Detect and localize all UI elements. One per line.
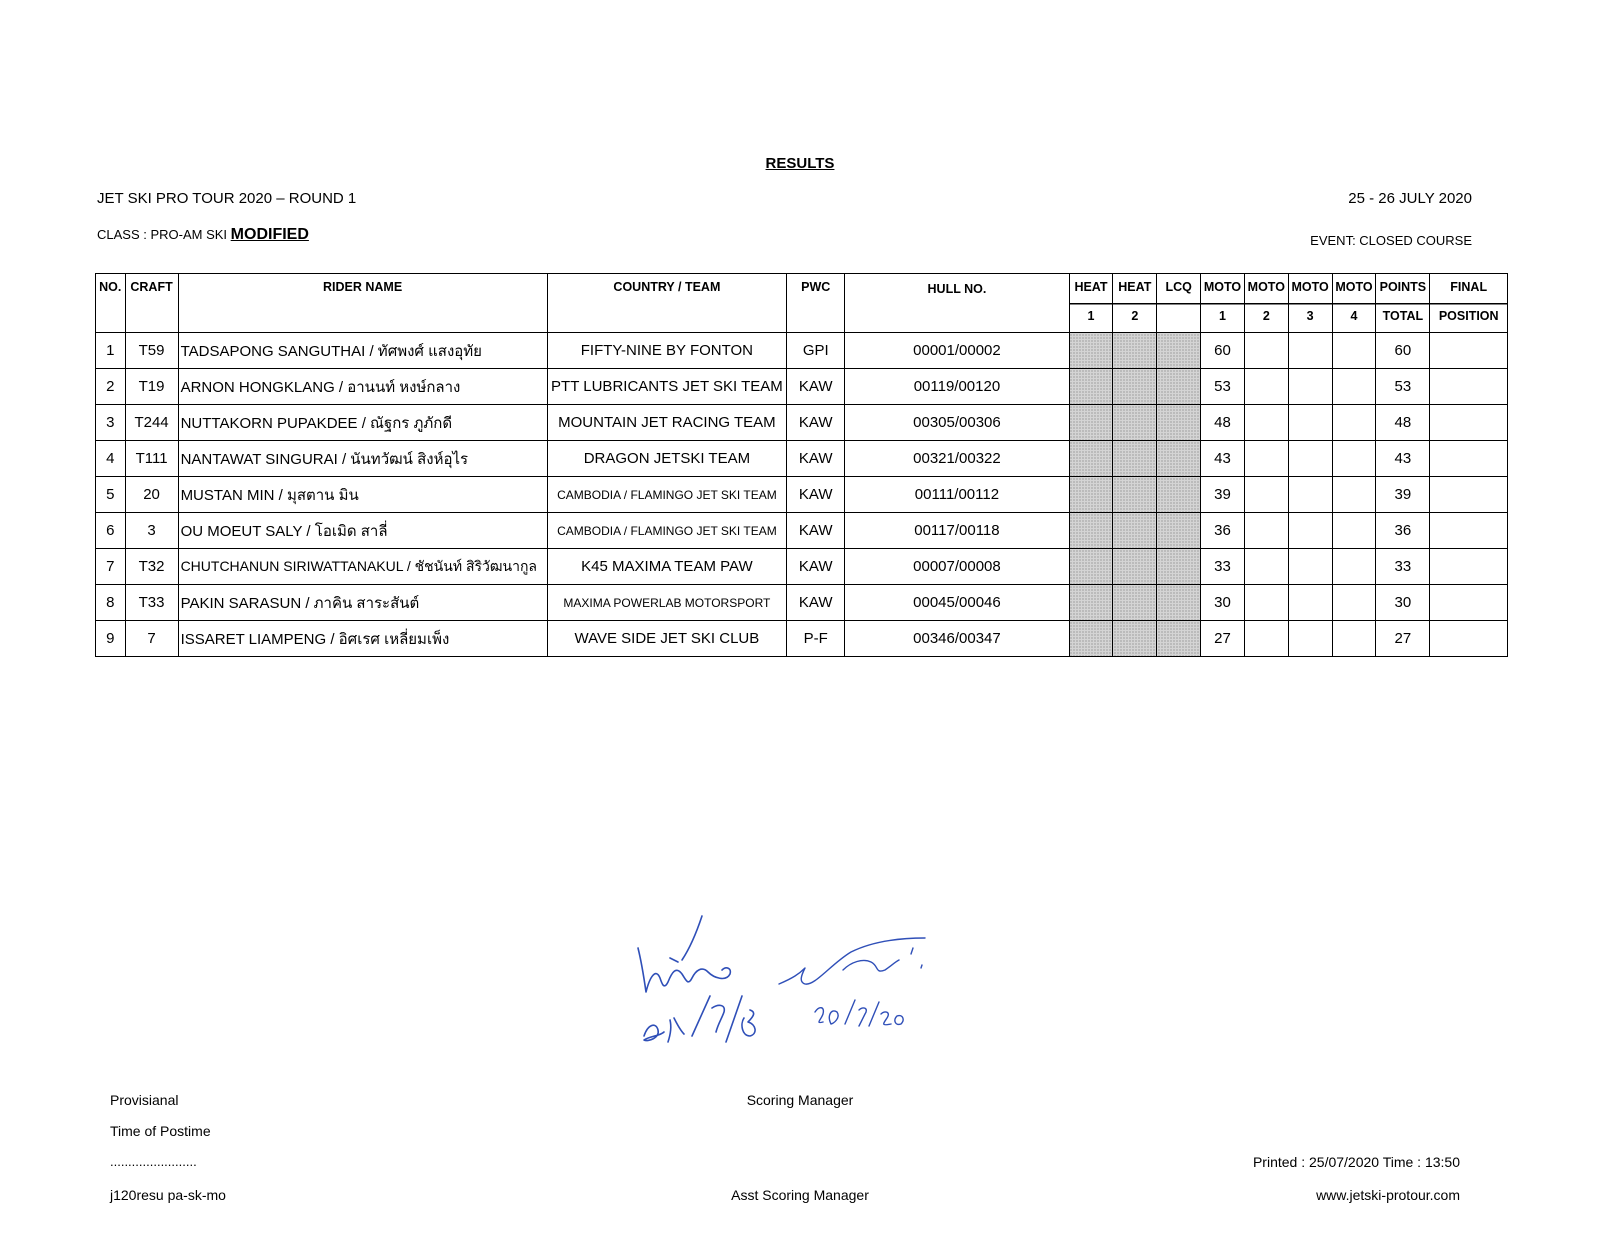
class-line <box>97 226 309 244</box>
cell-moto-2 <box>1244 549 1288 585</box>
cell-no: 6 <box>96 513 126 549</box>
event-name: JET SKI PRO TOUR 2020 – ROUND 1 <box>97 190 357 207</box>
cell-heat-1 <box>1069 405 1113 441</box>
cell-final-position <box>1430 585 1508 621</box>
cell-heat-2 <box>1113 513 1157 549</box>
cell-moto-1: 27 <box>1201 621 1245 657</box>
cell-moto-2 <box>1244 333 1288 369</box>
cell-moto-3 <box>1288 369 1332 405</box>
cell-moto-4 <box>1332 549 1376 585</box>
cell-moto-4 <box>1332 441 1376 477</box>
cell-points-total: 39 <box>1376 477 1430 513</box>
header-final-position: FINAL POSITION <box>1430 274 1508 333</box>
cell-moto-2 <box>1244 513 1288 549</box>
cell-final-position <box>1430 369 1508 405</box>
cell-team: WAVE SIDE JET SKI CLUB <box>547 621 787 657</box>
cell-hull: 00346/00347 <box>845 621 1069 657</box>
cell-hull: 00305/00306 <box>845 405 1069 441</box>
footer-dots: ........................ <box>110 1154 197 1169</box>
header-points-total: POINTS TOTAL <box>1376 274 1430 333</box>
cell-moto-1: 36 <box>1201 513 1245 549</box>
cell-moto-1: 53 <box>1201 369 1245 405</box>
cell-craft: 7 <box>125 621 178 657</box>
cell-lcq <box>1157 549 1201 585</box>
cell-craft: T33 <box>125 585 178 621</box>
table-row <box>96 441 1508 477</box>
cell-team: DRAGON JETSKI TEAM <box>547 441 787 477</box>
cell-lcq <box>1157 441 1201 477</box>
cell-final-position <box>1430 621 1508 657</box>
footer-printed: Printed : 25/07/2020 Time : 13:50 <box>1252 1154 1460 1170</box>
footer-scoring-manager: Scoring Manager <box>746 1092 854 1108</box>
page-title: RESULTS <box>765 155 835 172</box>
cell-no: 4 <box>96 441 126 477</box>
header-heat-2: HEAT 2 <box>1113 274 1157 333</box>
cell-pwc: KAW <box>787 441 845 477</box>
cell-heat-2 <box>1113 549 1157 585</box>
cell-pwc: P-F <box>787 621 845 657</box>
cell-rider: NUTTAKORN PUPAKDEE / ณัฐกร ภูภักดี <box>178 405 547 441</box>
class-modifier: MODIFIED <box>230 226 309 243</box>
cell-lcq <box>1157 513 1201 549</box>
cell-heat-1 <box>1069 369 1113 405</box>
cell-moto-3 <box>1288 513 1332 549</box>
cell-no: 8 <box>96 585 126 621</box>
cell-hull: 00045/00046 <box>845 585 1069 621</box>
cell-hull: 00007/00008 <box>845 549 1069 585</box>
cell-no: 2 <box>96 369 126 405</box>
table-row <box>96 369 1508 405</box>
cell-lcq <box>1157 621 1201 657</box>
table-row <box>96 477 1508 513</box>
cell-points-total: 27 <box>1376 621 1430 657</box>
cell-no: 5 <box>96 477 126 513</box>
cell-pwc: KAW <box>787 585 845 621</box>
cell-rider: ARNON HONGKLANG / อานนท์ หงษ์กลาง <box>178 369 547 405</box>
cell-heat-2 <box>1113 477 1157 513</box>
cell-pwc: KAW <box>787 405 845 441</box>
cell-heat-1 <box>1069 549 1113 585</box>
cell-craft: T19 <box>125 369 178 405</box>
cell-moto-2 <box>1244 477 1288 513</box>
footer-provisional: Provisianal <box>110 1092 179 1108</box>
cell-hull: 00111/00112 <box>845 477 1069 513</box>
cell-moto-1: 33 <box>1201 549 1245 585</box>
cell-rider: PAKIN SARASUN / ภาคิน สาระสันต์ <box>178 585 547 621</box>
cell-final-position <box>1430 549 1508 585</box>
cell-heat-1 <box>1069 477 1113 513</box>
cell-moto-1: 48 <box>1201 405 1245 441</box>
cell-moto-4 <box>1332 513 1376 549</box>
cell-craft: 3 <box>125 513 178 549</box>
header-moto-3: MOTO 3 <box>1288 274 1332 333</box>
cell-team: MAXIMA POWERLAB MOTORSPORT <box>547 585 787 621</box>
footer-url[interactable]: www.jetski-protour.com <box>1316 1187 1460 1203</box>
cell-moto-4 <box>1332 333 1376 369</box>
results-table <box>95 273 1508 657</box>
cell-no: 7 <box>96 549 126 585</box>
cell-team: CAMBODIA / FLAMINGO JET SKI TEAM <box>547 477 787 513</box>
header-moto-4: MOTO 4 <box>1332 274 1376 333</box>
cell-heat-1 <box>1069 621 1113 657</box>
event-type: EVENT: CLOSED COURSE <box>1310 233 1472 248</box>
cell-heat-2 <box>1113 369 1157 405</box>
cell-moto-3 <box>1288 585 1332 621</box>
footer-code: j120resu pa-sk-mo <box>110 1187 226 1203</box>
table-header-row <box>96 274 1508 333</box>
cell-final-position <box>1430 405 1508 441</box>
cell-points-total: 60 <box>1376 333 1430 369</box>
cell-moto-3 <box>1288 441 1332 477</box>
cell-no: 9 <box>96 621 126 657</box>
cell-points-total: 48 <box>1376 405 1430 441</box>
cell-points-total: 43 <box>1376 441 1430 477</box>
cell-heat-2 <box>1113 585 1157 621</box>
cell-craft: T32 <box>125 549 178 585</box>
cell-moto-3 <box>1288 549 1332 585</box>
signature-asst-scoring-manager <box>775 934 940 1039</box>
cell-pwc: GPI <box>787 333 845 369</box>
header-team: COUNTRY / TEAM <box>547 274 787 333</box>
footer-asst-scoring-manager: Asst Scoring Manager <box>731 1187 869 1203</box>
cell-points-total: 36 <box>1376 513 1430 549</box>
cell-heat-2 <box>1113 405 1157 441</box>
table-row <box>96 405 1508 441</box>
cell-lcq <box>1157 369 1201 405</box>
cell-moto-2 <box>1244 441 1288 477</box>
cell-moto-1: 30 <box>1201 585 1245 621</box>
header-pwc: PWC <box>787 274 845 333</box>
cell-final-position <box>1430 477 1508 513</box>
header-moto-1: MOTO 1 <box>1201 274 1245 333</box>
cell-hull: 00117/00118 <box>845 513 1069 549</box>
cell-moto-4 <box>1332 405 1376 441</box>
cell-pwc: KAW <box>787 513 845 549</box>
cell-hull: 00119/00120 <box>845 369 1069 405</box>
cell-rider: OU MOEUT SALY / โอเมิด สาลี่ <box>178 513 547 549</box>
cell-moto-3 <box>1288 333 1332 369</box>
header-lcq: LCQ <box>1157 274 1201 333</box>
cell-rider: NANTAWAT SINGURAI / นันทวัฒน์ สิงห์อุไร <box>178 441 547 477</box>
cell-moto-4 <box>1332 621 1376 657</box>
cell-heat-1 <box>1069 441 1113 477</box>
cell-final-position <box>1430 513 1508 549</box>
footer-time-of-postime: Time of Postime <box>110 1123 211 1139</box>
cell-final-position <box>1430 333 1508 369</box>
cell-moto-1: 60 <box>1201 333 1245 369</box>
cell-heat-2 <box>1113 621 1157 657</box>
cell-final-position <box>1430 441 1508 477</box>
cell-heat-1 <box>1069 333 1113 369</box>
cell-lcq <box>1157 333 1201 369</box>
cell-team: K45 MAXIMA TEAM PAW <box>547 549 787 585</box>
header-hull: HULL NO. <box>845 274 1069 333</box>
cell-team: FIFTY-NINE BY FONTON <box>547 333 787 369</box>
cell-points-total: 33 <box>1376 549 1430 585</box>
table-row <box>96 585 1508 621</box>
cell-moto-2 <box>1244 405 1288 441</box>
cell-craft: T111 <box>125 441 178 477</box>
cell-moto-4 <box>1332 369 1376 405</box>
class-prefix: CLASS : PRO-AM SKI <box>97 227 228 242</box>
cell-moto-2 <box>1244 585 1288 621</box>
cell-hull: 00001/00002 <box>845 333 1069 369</box>
cell-moto-1: 43 <box>1201 441 1245 477</box>
cell-team: MOUNTAIN JET RACING TEAM <box>547 405 787 441</box>
cell-no: 1 <box>96 333 126 369</box>
cell-pwc: KAW <box>787 549 845 585</box>
header-moto-2: MOTO 2 <box>1244 274 1288 333</box>
cell-points-total: 53 <box>1376 369 1430 405</box>
table-row <box>96 513 1508 549</box>
cell-lcq <box>1157 405 1201 441</box>
cell-hull: 00321/00322 <box>845 441 1069 477</box>
cell-moto-4 <box>1332 477 1376 513</box>
header-heat-1: HEAT 1 <box>1069 274 1113 333</box>
cell-moto-3 <box>1288 477 1332 513</box>
cell-moto-3 <box>1288 621 1332 657</box>
cell-rider: CHUTCHANUN SIRIWATTANAKUL / ชัชนันท์ สิริวัฒนากูล <box>178 549 547 585</box>
cell-craft: 20 <box>125 477 178 513</box>
header-rider: RIDER NAME <box>178 274 547 333</box>
cell-heat-1 <box>1069 513 1113 549</box>
signature-scoring-manager <box>630 912 770 1052</box>
table-row <box>96 549 1508 585</box>
cell-team: PTT LUBRICANTS JET SKI TEAM <box>547 369 787 405</box>
cell-lcq <box>1157 477 1201 513</box>
cell-pwc: KAW <box>787 369 845 405</box>
cell-moto-4 <box>1332 585 1376 621</box>
cell-team: CAMBODIA / FLAMINGO JET SKI TEAM <box>547 513 787 549</box>
cell-heat-1 <box>1069 585 1113 621</box>
cell-points-total: 30 <box>1376 585 1430 621</box>
cell-craft: T244 <box>125 405 178 441</box>
cell-lcq <box>1157 585 1201 621</box>
table-row <box>96 621 1508 657</box>
cell-moto-2 <box>1244 621 1288 657</box>
header-craft: CRAFT <box>125 274 178 333</box>
cell-craft: T59 <box>125 333 178 369</box>
table-row <box>96 333 1508 369</box>
cell-rider: ISSARET LIAMPENG / อิศเรศ เหลี่ยมเพ็ง <box>178 621 547 657</box>
cell-heat-2 <box>1113 333 1157 369</box>
header-no: NO. <box>96 274 126 333</box>
cell-heat-2 <box>1113 441 1157 477</box>
cell-pwc: KAW <box>787 477 845 513</box>
event-date: 25 - 26 JULY 2020 <box>1348 190 1472 207</box>
cell-moto-2 <box>1244 369 1288 405</box>
cell-no: 3 <box>96 405 126 441</box>
cell-moto-3 <box>1288 405 1332 441</box>
cell-rider: TADSAPONG SANGUTHAI / ทัศพงศ์ แสงอุทัย <box>178 333 547 369</box>
cell-moto-1: 39 <box>1201 477 1245 513</box>
cell-rider: MUSTAN MIN / มุสตาน มิน <box>178 477 547 513</box>
